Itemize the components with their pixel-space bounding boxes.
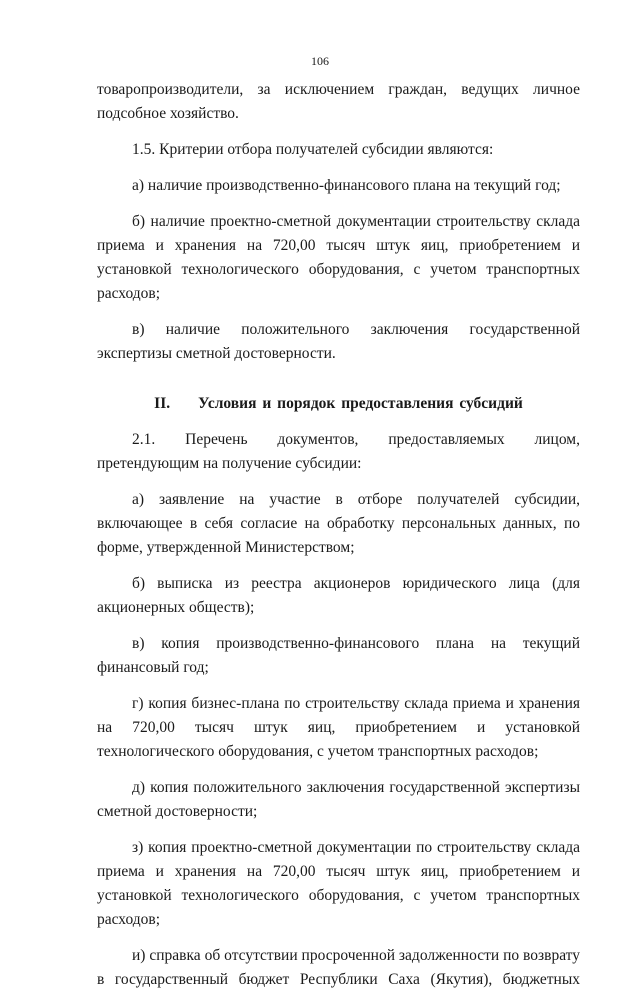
- paragraph-criteria-heading: 1.5. Критерии отбора получателей субсидии являются:: [132, 141, 494, 158]
- paragraph-documents-list: 2.1. Перечень документов, предоставляемых лицом, претендующим на получение субсидии:: [97, 431, 580, 472]
- paragraph-document-z: з) копия проектно-сметной документации по строительству склада приема и хранения на 720,00 тысяч штук яиц, приобретением и установкой технологического оборудования, с учетом транспортных расходов;: [97, 839, 580, 928]
- page-number: 106: [311, 54, 329, 68]
- paragraph-document-a: а) заявление на участие в отборе получателей субсидии, включающее в себя согласие на обработку персональных данных, по форме, утвержденной Министерством;: [97, 491, 580, 556]
- section-title: Условия и порядок предоставления субсидий: [198, 395, 523, 412]
- section-number: II.: [154, 395, 171, 412]
- paragraph-criterion-b: б) наличие проектно-сметной документации строительству склада приема и хранения на 720,00 тысяч штук яиц, приобретением и установкой технологического оборудования, с учетом транспортных расходов;: [97, 213, 580, 302]
- section-heading: [97, 392, 580, 416]
- document-body: [97, 78, 580, 1004]
- paragraph-criterion-a: а) наличие производственно-финансового плана на текущий год;: [132, 177, 561, 194]
- paragraph-document-i: и) справка об отсутствии просроченной задолженности по возврату в государственный бюджет Республики Саха (Якутия), бюджетных: [97, 947, 580, 988]
- paragraph-criterion-c: в) наличие положительного заключения государственной экспертизы сметной достоверности.: [97, 321, 580, 362]
- paragraph-document-d: д) копия положительного заключения государственной экспертизы сметной достоверности;: [97, 779, 580, 820]
- paragraph-document-g: г) копия бизнес-плана по строительству склада приема и хранения на 720,00 тысяч штук яиц, приобретением и установкой технологического оборудования, с учетом транспортных расходов;: [97, 695, 580, 760]
- paragraph-document-c: в) копия производственно-финансового плана на текущий финансовый год;: [97, 635, 580, 676]
- paragraph-document-b: б) выписка из реестра акционеров юридического лица (для акционерных обществ);: [97, 575, 580, 616]
- paragraph-continuation: товаропроизводители, за исключением граждан, ведущих личное подсобное хозяйство.: [97, 81, 580, 122]
